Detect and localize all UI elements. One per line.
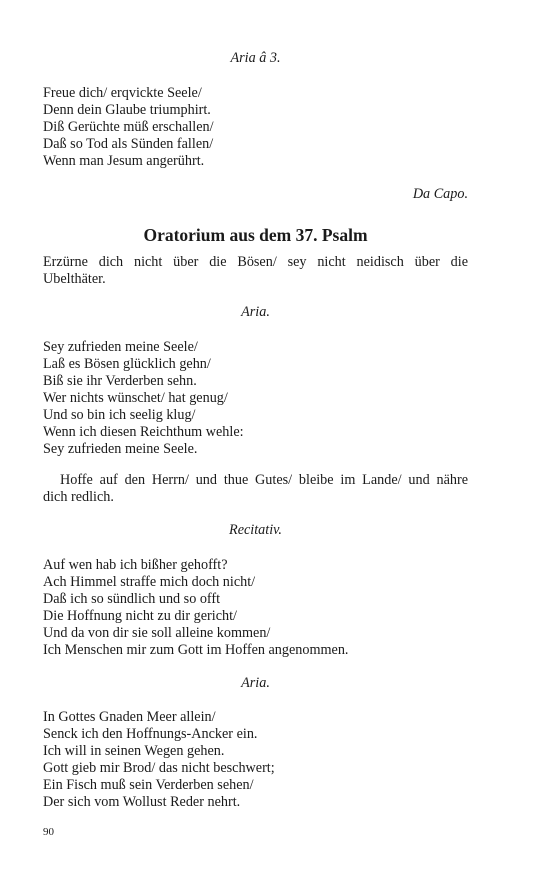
aria-a3-line: Diß Gerüchte müß erschallen/ [43, 119, 214, 135]
aria-a3-heading: Aria â 3. [230, 50, 281, 66]
recitativ-line: Ich Menschen mir zum Gott im Hoffen angenommen. [43, 642, 349, 658]
verse-line: Hoffe auf den Herrn/ und thue Gutes/ bleibe im Lande/ und nähre [60, 472, 468, 488]
recitativ-line: Und da von dir sie soll alleine kommen/ [43, 625, 271, 641]
aria-line: Senck ich den Hoffnungs-Ancker ein. [43, 726, 258, 742]
recitativ-line: Ach Himmel straffe mich doch nicht/ [43, 574, 256, 590]
da-capo-marker: Da Capo. [412, 186, 468, 202]
oratorium-title: Oratorium aus dem 37. Psalm [143, 225, 368, 245]
aria-a3-line: Daß so Tod als Sünden fallen/ [43, 136, 214, 152]
aria-line: Laß es Bösen glücklich gehn/ [43, 356, 211, 372]
aria-line: Und so bin ich seelig klug/ [43, 407, 196, 423]
recitativ-line: Auf wen hab ich bißher gehofft? [43, 557, 228, 573]
aria-a3-line: Wenn man Jesum angerührt. [43, 153, 205, 169]
verse-line: dich redlich. [43, 489, 114, 505]
recitativ-heading: Recitativ. [229, 522, 282, 538]
book-page [43, 0, 468, 880]
aria-heading: Aria. [241, 675, 270, 691]
aria-a3-line: Denn dein Glaube triumphirt. [43, 102, 211, 118]
aria-line: Der sich vom Wollust Reder nehrt. [43, 794, 241, 810]
aria-line: In Gottes Gnaden Meer allein/ [43, 709, 216, 725]
aria-a3-line: Freue dich/ erqvickte Seele/ [43, 85, 202, 101]
recitativ-line: Daß ich so sündlich und so offt [43, 591, 221, 607]
aria-line: Sey zufrieden meine Seele. [43, 441, 198, 457]
oratorium-intro-line: Ubelthäter. [43, 271, 106, 287]
aria-line: Wer nichts wünschet/ hat genug/ [43, 390, 228, 406]
oratorium-intro-line: Erzürne dich nicht über die Bösen/ sey nicht neidisch über die [43, 254, 468, 270]
aria-line: Gott gieb mir Brod/ das nicht beschwert; [43, 760, 275, 776]
aria-line: Sey zufrieden meine Seele/ [43, 339, 198, 355]
aria-line: Biß sie ihr Verderben sehn. [43, 373, 197, 389]
recitativ-line: Die Hoffnung nicht zu dir gericht/ [43, 608, 237, 624]
aria-line: Ein Fisch muß sein Verderben sehen/ [43, 777, 254, 793]
aria-heading: Aria. [241, 304, 270, 320]
aria-line: Wenn ich diesen Reichthum wehle: [43, 424, 244, 440]
aria-line: Ich will in seinen Wegen gehen. [43, 743, 225, 759]
page-number: 90 [43, 826, 54, 838]
